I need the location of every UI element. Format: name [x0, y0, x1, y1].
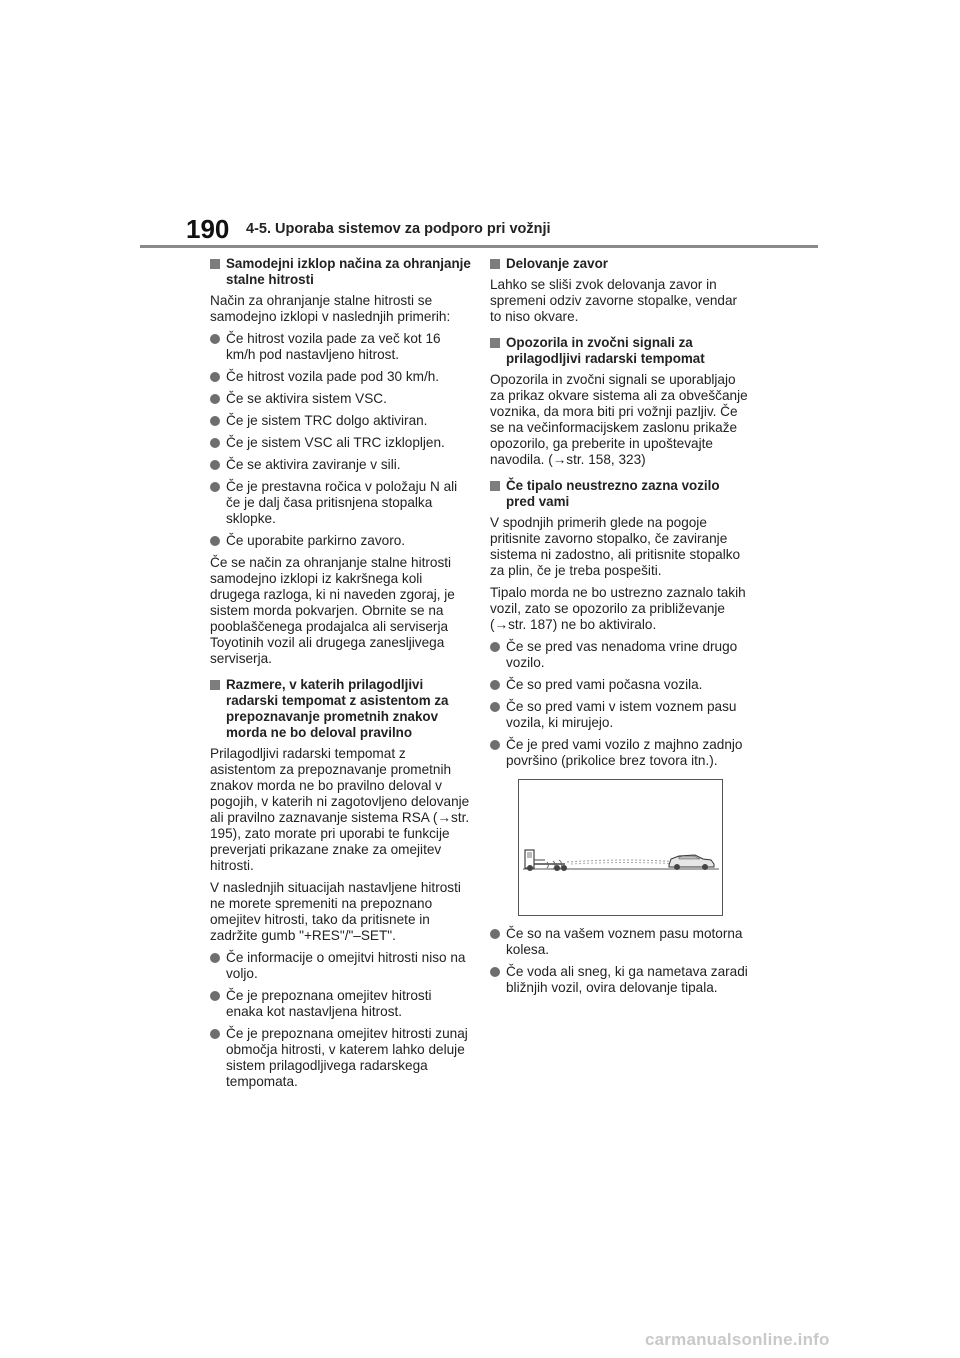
bullet-text: Če je prestavna ročica v položaju N ali če je dalj časa pritisnjena stopalka sklopke.: [226, 479, 458, 526]
paragraph: Način za ohranjanje stalne hitrosti se samodejno izklopi v naslednjih primerih:: [210, 293, 451, 324]
paragraph: Tipalo morda ne bo ustrezno zaznalo takih vozil, zato se opozorilo za približevanje (→str. 187) ne bo aktiviralo.: [490, 585, 746, 632]
bullet-text: Če je prepoznana omejitev hitrosti zunaj območja hitrosti, v katerem lahko deluje sistem prilagodljivega radarskega tempomata.: [226, 1026, 468, 1089]
bullet-item: [490, 699, 752, 731]
bullet-text: Če so na vašem voznem pasu motorna kolesa.: [506, 926, 743, 957]
circle-bullet-icon: [210, 991, 220, 1001]
circle-bullet-icon: [210, 953, 220, 963]
circle-bullet-icon: [490, 680, 500, 690]
bullet-item: [210, 1026, 472, 1090]
circle-bullet-icon: [210, 438, 220, 448]
bullet-item: [490, 964, 752, 996]
bullet-item: [210, 950, 472, 982]
circle-bullet-icon: [490, 740, 500, 750]
bullet-text: Če je sistem TRC dolgo aktiviran.: [226, 413, 428, 428]
circle-bullet-icon: [210, 416, 220, 426]
section-heading: [210, 677, 472, 741]
bullet-text: Če hitrost vozila pade za več kot 16 km/h pod nastavljeno hitrost.: [226, 331, 441, 362]
paragraph: V spodnjih primerih glede na pogoje pritisnite zavorno stopalko, če zaviranje sistema ni zadostno, ali pritisnite stopalko za plin, če je treba pospešiti.: [490, 515, 741, 578]
square-bullet-icon: [490, 338, 500, 348]
bullet-text: Če je pred vami vozilo z majhno zadnjo površino (prikolice brez tovora itn.).: [506, 737, 743, 768]
watermark: carmanualsonline.info: [645, 1330, 830, 1349]
paragraph: Prilagodljivi radarski tempomat z asistentom za prepoznavanje prometnih znakov morda ne bo pravilno deloval v pogojih, v katerih ni zagotovljeno delovanje ali pravilno zaznavanje sistema RSA (→str. 195), zato morate pri uporabi te funkcije preverjati prikazane znake za omejitev hitrosti.: [210, 746, 470, 873]
bullet-item: [210, 479, 472, 527]
circle-bullet-icon: [210, 536, 220, 546]
bullet-text: Če informacije o omejitvi hitrosti niso na voljo.: [226, 950, 466, 981]
bullet-text: Če se pred vas nenadoma vrine drugo vozilo.: [506, 639, 738, 670]
bullet-item: [490, 639, 752, 671]
bullet-text: Če je prepoznana omejitev hitrosti enaka kot nastavljena hitrost.: [226, 988, 432, 1019]
circle-bullet-icon: [210, 1029, 220, 1039]
bullet-text: Če so pred vami počasna vozila.: [506, 677, 703, 692]
square-bullet-icon: [490, 481, 500, 491]
circle-bullet-icon: [210, 394, 220, 404]
heading-text: Samodejni izklop načina za ohranjanje stalne hitrosti: [226, 256, 471, 287]
heading-text: Razmere, v katerih prilagodljivi radarski tempomat z asistentom za prepoznavanje prometnih znakov morda ne bo deloval pravilno: [226, 677, 449, 740]
circle-bullet-icon: [490, 642, 500, 652]
bullet-item: [210, 457, 472, 473]
heading-text: Delovanje zavor: [506, 256, 608, 271]
circle-bullet-icon: [210, 334, 220, 344]
section-heading: [490, 478, 752, 510]
bullet-item: [210, 413, 472, 429]
circle-bullet-icon: [210, 460, 220, 470]
right-column: [490, 256, 752, 1002]
left-column: [210, 256, 472, 1096]
bullet-item: [210, 331, 472, 363]
paragraph: V naslednjih situacijah nastavljene hitrosti ne morete spremeniti na prepoznano omejitev hitrosti, tako da pritisnete in zadržite gumb "+RES"/"–SET".: [210, 880, 461, 943]
section-heading: [210, 256, 472, 288]
bullet-text: Če je sistem VSC ali TRC izklopljen.: [226, 435, 445, 450]
circle-bullet-icon: [490, 702, 500, 712]
bullet-item: [210, 988, 472, 1020]
paragraph: Če se način za ohranjanje stalne hitrosti samodejno izklopi iz kakršnega koli drugega razloga, ki ni naveden zgoraj, je sistem morda pokvarjen. Obrnite se na pooblaščenega prodajalca ali serviserja Toyotinih vozil ali drugega zanesljivega serviserja.: [210, 555, 455, 666]
circle-bullet-icon: [210, 482, 220, 492]
bullet-item: [490, 677, 752, 693]
bullet-item: [210, 435, 472, 451]
heading-text: Če tipalo neustrezno zazna vozilo pred vami: [506, 478, 720, 509]
square-bullet-icon: [210, 680, 220, 690]
circle-bullet-icon: [490, 967, 500, 977]
bullet-text: Če voda ali sneg, ki ga nametava zaradi bližnjih vozil, ovira delovanje tipala.: [506, 964, 748, 995]
square-bullet-icon: [490, 259, 500, 269]
heading-text: Opozorila in zvočni signali za prilagodljivi radarski tempomat: [506, 335, 705, 366]
bullet-text: Če se aktivira sistem VSC.: [226, 391, 387, 406]
bullet-text: Če hitrost vozila pade pod 30 km/h.: [226, 369, 440, 384]
bullet-text: Če uporabite parkirno zavoro.: [226, 533, 406, 548]
square-bullet-icon: [210, 259, 220, 269]
bullet-text: Če se aktivira zaviranje v sili.: [226, 457, 401, 472]
bullet-item: [210, 369, 472, 385]
section-heading: [490, 335, 752, 367]
bullet-text: Če so pred vami v istem voznem pasu vozila, ki mirujejo.: [506, 699, 737, 730]
circle-bullet-icon: [490, 929, 500, 939]
bullet-item: [210, 391, 472, 407]
truck-trailer-illustration: [518, 779, 723, 916]
bullet-item: [490, 926, 752, 958]
circle-bullet-icon: [210, 372, 220, 382]
paragraph: Lahko se sliši zvok delovanja zavor in spremeni odziv zavorne stopalke, vendar to niso okvare.: [490, 277, 738, 324]
paragraph: Opozorila in zvočni signali se uporabljajo za prikaz okvare sistema ali za obveščanje voznika, da mora biti pri vožnji pazljiv. Če se na večinformacijskem zaslonu prikaže opozorilo, ga preberite in upoštevajte navodila. (→str. 158, 323): [490, 372, 748, 467]
bullet-item: [490, 737, 752, 769]
section-heading: [490, 256, 752, 272]
bullet-item: [210, 533, 472, 549]
page-number: 190: [186, 214, 230, 244]
header-divider: [140, 245, 818, 248]
section-title: 4-5. Uporaba sistemov za podporo pri vožnji: [246, 221, 551, 237]
